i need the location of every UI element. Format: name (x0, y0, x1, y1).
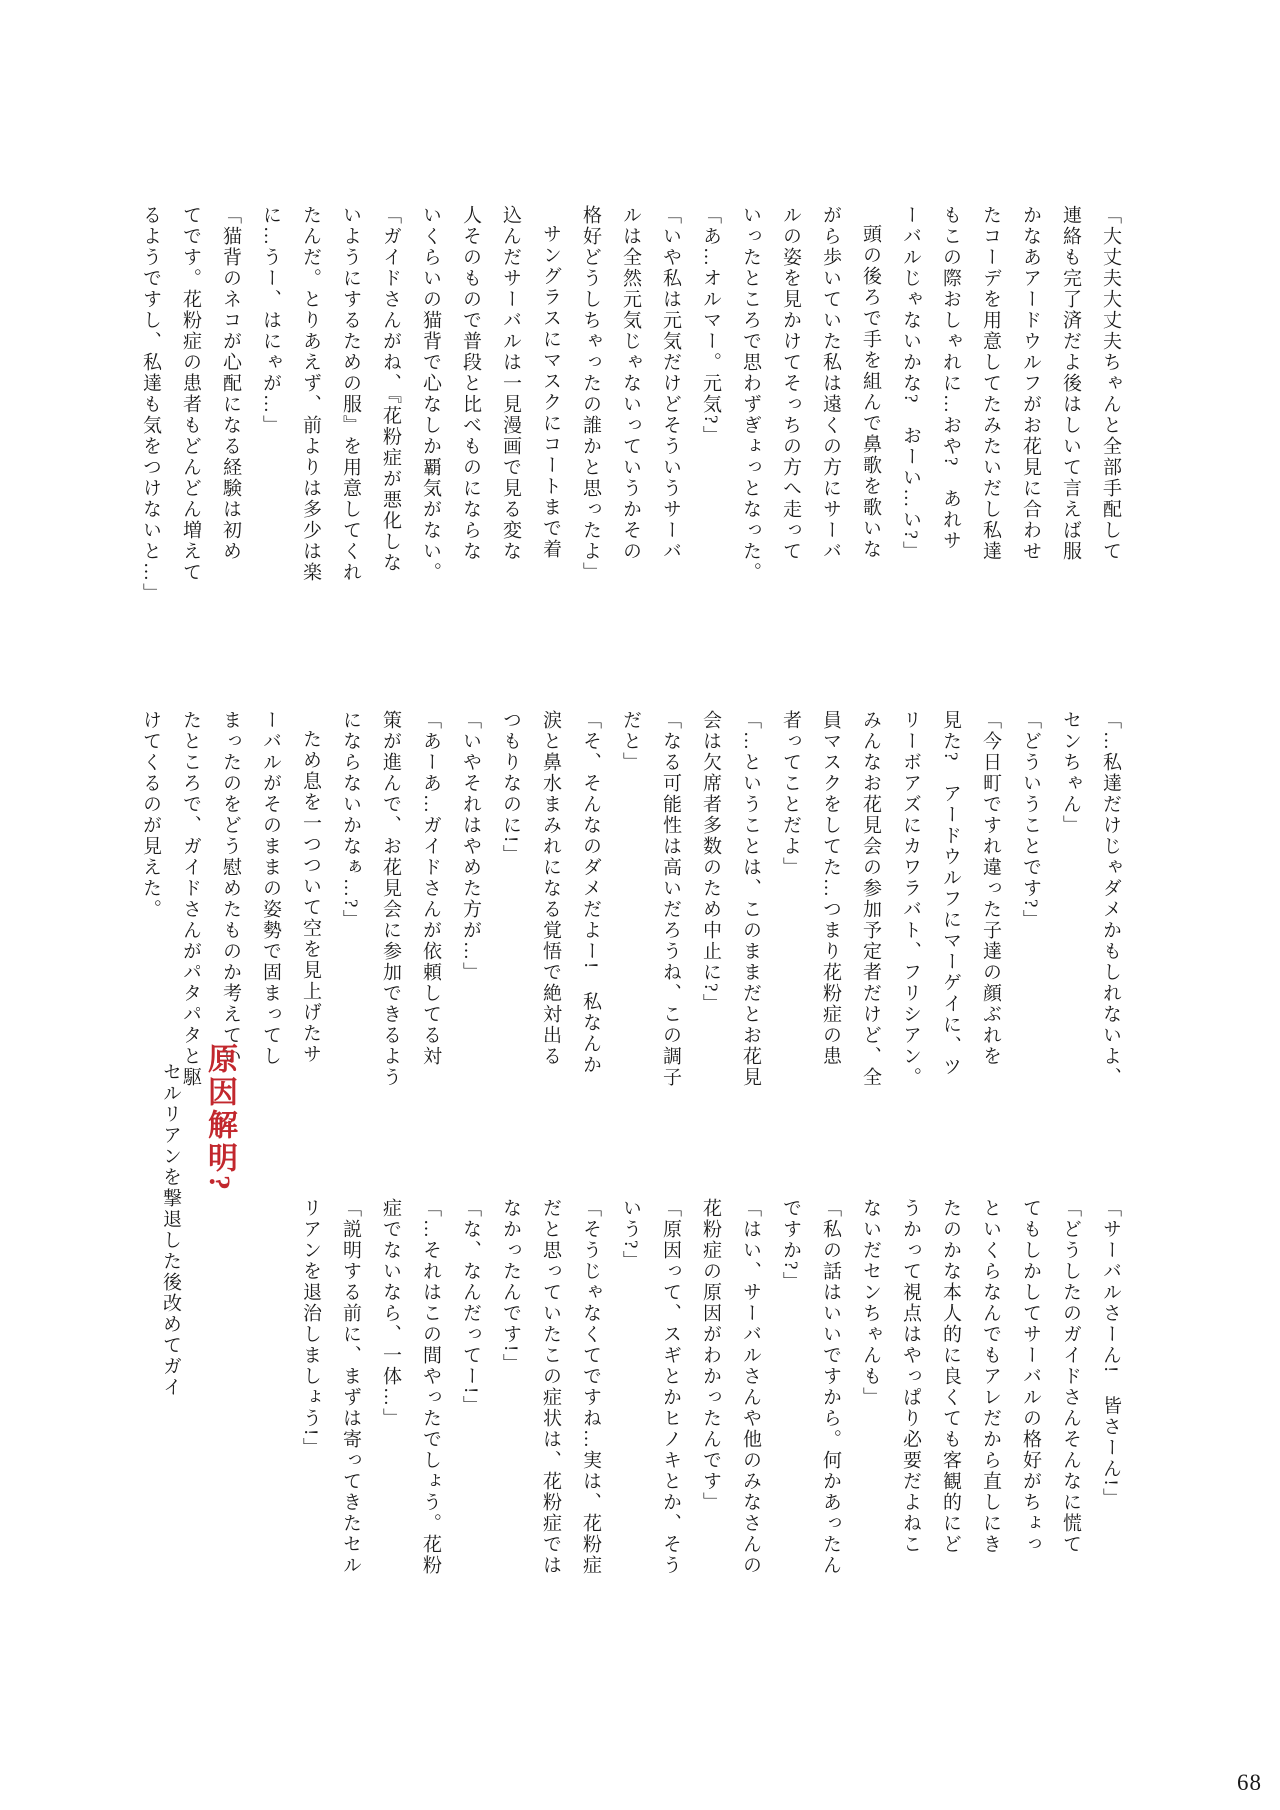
text-column: 人そのもので普段と比べものにならな (460, 205, 481, 562)
text-column: まったのをどう慰めたものか考えてい (220, 710, 241, 1067)
text-column: いったところで思わずぎょっとなった。 (740, 205, 761, 583)
text-column: 「いや私は元気だけどそういうサーバ (660, 205, 681, 562)
text-column: リアンを退治しましょう!」 (300, 1198, 321, 1459)
text-column: いくらいの猫背で心なしか覇気がない。 (420, 205, 441, 583)
text-column: たところで、ガイドさんがパタパタと駆 (180, 710, 201, 1088)
text-column: たコーデを用意してたみたいだし私達 (980, 205, 1001, 562)
text-column: つもりなのに!」 (500, 710, 521, 866)
text-column: サングラスにマスクにコートまで着 (540, 224, 561, 560)
text-column: 「説明する前に、まずは寄ってきたセル (340, 1198, 361, 1576)
text-column: 策が進んで、お花見会に参加できるよう (380, 710, 401, 1088)
text-column: だと」 (620, 710, 641, 773)
text-column: ーバルがそのままの姿勢で固まってし (260, 710, 281, 1067)
text-column: てです。花粉症の患者もどんどん増えて (180, 205, 201, 583)
text-column: 花粉症の原因がわかったんです」 (700, 1198, 721, 1513)
text-column: かなあアードウルフがお花見に合わせ (1020, 205, 1041, 562)
text-column: リーボアズにカワラバト、フリシアン。 (900, 710, 921, 1088)
text-column: 「…それはこの間やったでしょう。花粉 (420, 1198, 441, 1576)
text-column: ないだセンちゃんも」 (860, 1198, 881, 1408)
text-column: 「どういうことです?」 (1020, 710, 1041, 931)
text-column: ですか?」 (780, 1198, 801, 1293)
text-column: 涙と鼻水まみれになる覚悟で絶対出る (540, 710, 561, 1067)
text-column: 「原因って、スギとかヒノキとか、そう (660, 1198, 681, 1576)
text-column: ルの姿を見かけてそっちの方へ走って (780, 205, 801, 562)
text-column: けてくるのが見えた。 (140, 710, 161, 920)
text-column: にならないかなぁ…?」 (340, 710, 361, 931)
text-column: てもしかしてサーバルの格好がちょっ (1020, 1198, 1041, 1555)
text-column: 「どうしたのガイドさんそんなに慌て (1060, 1198, 1081, 1555)
text-column: 「猫背のネコが心配になる経験は初め (220, 205, 241, 562)
text-band-top (130, 205, 1130, 633)
text-column: 「私の話はいいですから。何かあったん (820, 1198, 841, 1576)
text-column: るようですし、私達も気をつけないと…」 (140, 205, 161, 604)
text-column: 員マスクをしてた…つまり花粉症の患 (820, 710, 841, 1067)
text-column: 「いやそれはやめた方が…」 (460, 710, 481, 983)
text-column: みんなお花見会の参加予定者だけど、全 (860, 710, 881, 1088)
text-column: ため息を一つついて空を見上げたサ (300, 729, 321, 1065)
text-column: 「あ…オルマー。元気?」 (700, 205, 721, 447)
text-column: 「ガイドさんがね、『花粉症が悪化しな (380, 205, 401, 574)
text-column: といくらなんでもアレだから直しにき (980, 1198, 1001, 1555)
text-column: ーバルじゃないかな? おーい…い?」 (900, 205, 921, 562)
text-column: 格好どうしちゃったの誰かと思ったよ」 (580, 205, 601, 583)
text-column: センちゃん」 (1060, 710, 1081, 836)
text-column: 「な、なんだってー!」 (460, 1198, 481, 1417)
text-column: うかって視点はやっぱり必要だよねこ (900, 1198, 921, 1555)
text-column: 「サーバルさーん! 皆さーん!」 (1100, 1198, 1121, 1509)
section-heading: 原因解明? (203, 1043, 236, 1193)
text-column: 「なる可能性は高いだろうね、この調子 (660, 710, 681, 1088)
text-column: だと思っていたこの症状は、花粉症では (540, 1198, 561, 1576)
text-column: いう?」 (620, 1198, 641, 1272)
text-column: 「そうじゃなくてですね…実は、花粉症 (580, 1198, 601, 1576)
text-column: 者ってことだよ」 (780, 710, 801, 878)
text-column: に…うー、はにゃが…」 (260, 205, 281, 436)
text-column: 込んだサーバルは一見漫画で見る変な (500, 205, 521, 562)
text-column: たんだ。とりあえず、前よりは多少は楽 (300, 205, 321, 583)
text-column: 頭の後ろで手を組んで鼻歌を歌いな (860, 224, 881, 560)
text-column: 「…私達だけじゃダメかもしれないよ、 (1100, 710, 1121, 1088)
text-column: 「はい、サーバルさんや他のみなさんの (740, 1198, 761, 1576)
text-column: 見た? アードウルフにマーゲイに、ツ (940, 710, 961, 1078)
text-column: がら歩いていた私は遠くの方にサーバ (820, 205, 841, 562)
text-column: 連絡も完了済だよ後はしいて言えば服 (1060, 205, 1081, 562)
text-column: 「…ということは、このままだとお花見 (740, 710, 761, 1088)
section-break (150, 1043, 248, 1473)
section-intro-line: セルリアンを撃退した後改めてガイ (160, 1062, 181, 1398)
text-band-middle (130, 710, 1130, 1110)
text-column: 会は欠席者多数のため中止に?」 (700, 710, 721, 1015)
text-column: いようにするための服』を用意してくれ (340, 205, 361, 583)
text-band-bottom (290, 1198, 1130, 1598)
text-column: 「今日町ですれ違った子達の顔ぶれを (980, 710, 1001, 1067)
text-column: もこの際おしゃれに…おや? あれサ (940, 205, 961, 552)
text-column: 「そ、そんなのダメだよー! 私なんか (580, 710, 601, 1076)
text-column: 「あーあ…ガイドさんが依頼してる対 (420, 710, 441, 1067)
text-column: 「大丈夫大丈夫ちゃんと全部手配して (1100, 205, 1121, 562)
text-column: ルは全然元気じゃないっていうかその (620, 205, 641, 562)
text-column: なかったんです!」 (500, 1198, 521, 1375)
page-number: 68 (1237, 1770, 1262, 1795)
text-column: たのかな本人的に良くても客観的にど (940, 1198, 961, 1555)
text-column: 症でないなら、一体…」 (380, 1198, 401, 1429)
